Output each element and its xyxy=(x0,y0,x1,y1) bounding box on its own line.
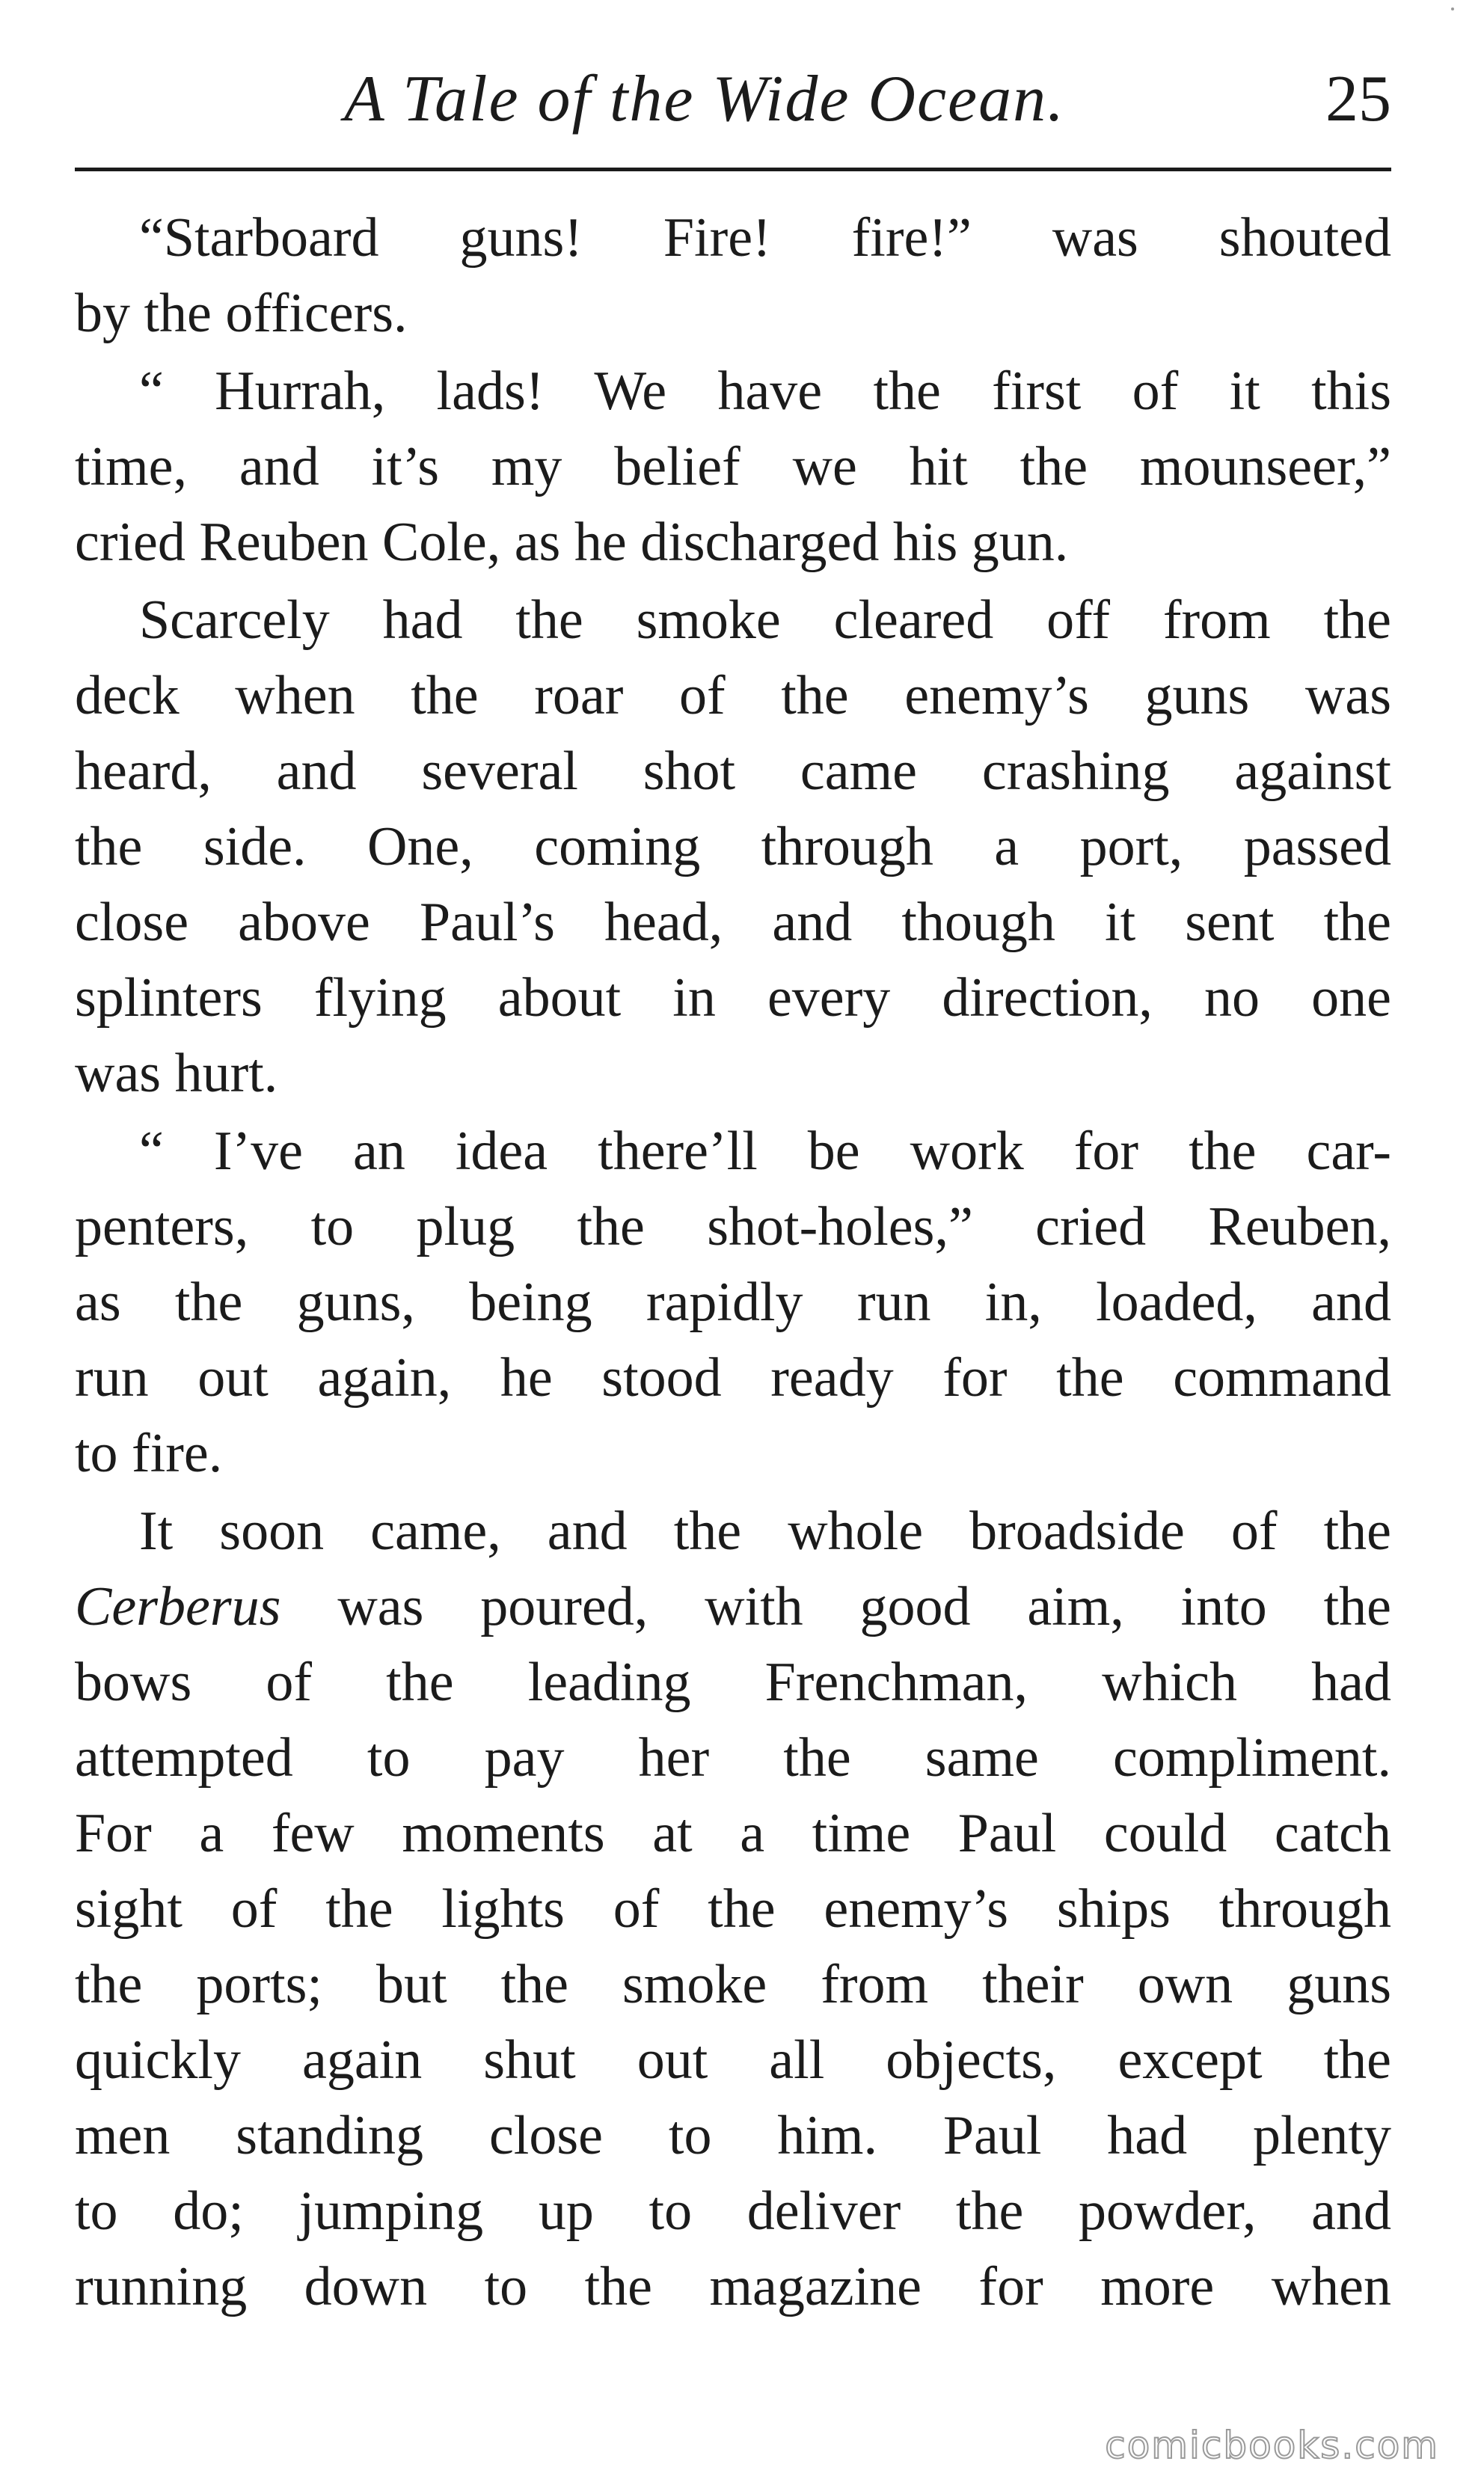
text-line: by the officers. xyxy=(75,283,408,344)
text-line: “ I’ve an idea there’ll be work for the car- xyxy=(139,1121,1391,1182)
watermark: comicbooks.com xyxy=(1105,2424,1439,2467)
text-line: For a few moments at a time Paul could catch xyxy=(75,1803,1391,1864)
text-line: “Starboard guns! Fire! fire!” was shouted xyxy=(139,207,1391,269)
text-line: was hurt. xyxy=(75,1043,278,1104)
text-line: Scarcely had the smoke cleared off from the xyxy=(139,589,1391,651)
ship-name: Cerberus xyxy=(75,1576,281,1637)
text-line: running down to the magazine for more when xyxy=(75,2256,1391,2317)
text-line-rest: was poured, with good aim, into the xyxy=(337,1576,1392,1637)
text-line: the ports; but the smoke from their own guns xyxy=(75,1954,1391,2015)
text-line: bows of the leading Frenchman, which had xyxy=(75,1652,1391,1713)
text-line: close above Paul’s head, and though it sent the xyxy=(75,892,1391,953)
text-line: penters, to plug the shot-holes,” cried Reuben, xyxy=(75,1196,1391,1257)
text-line: run out again, he stood ready for the command xyxy=(75,1347,1391,1409)
text-line: attempted to pay her the same compliment. xyxy=(75,1727,1391,1789)
text-line: the side. One, coming through a port, passed xyxy=(75,816,1391,877)
text-line: sight of the lights of the enemy’s ships through xyxy=(75,1878,1391,1940)
text-line: quickly again shut out all objects, except the xyxy=(75,2029,1391,2091)
body-text xyxy=(75,200,1391,2325)
text-line: “ Hurrah, lads! We have the first of it this xyxy=(139,361,1391,422)
text-line: heard, and several shot came crashing against xyxy=(75,741,1391,802)
text-line: as the guns, being rapidly run in, loaded, and xyxy=(75,1272,1391,1333)
text-line xyxy=(75,1569,1391,1645)
text-line: time, and it’s my belief we hit the mounseer,” xyxy=(75,436,1391,497)
text-line: splinters flying about in every direction, no one xyxy=(75,967,1391,1029)
running-title: A Tale of the Wide Ocean. xyxy=(344,63,1066,135)
scan-speck xyxy=(1451,7,1454,10)
text-line: to do; jumping up to deliver the powder, and xyxy=(75,2181,1391,2242)
text-line: men standing close to him. Paul had plenty xyxy=(75,2105,1391,2166)
header-rule xyxy=(75,168,1391,171)
page-header xyxy=(75,58,1391,141)
page-number: 25 xyxy=(1325,63,1391,135)
text-line: to fire. xyxy=(75,1423,223,1484)
text-line: deck when the roar of the enemy’s guns was xyxy=(75,665,1391,726)
text-line: It soon came, and the whole broadside of the xyxy=(139,1501,1391,1562)
text-line: cried Reuben Cole, as he discharged his gun. xyxy=(75,512,1069,573)
